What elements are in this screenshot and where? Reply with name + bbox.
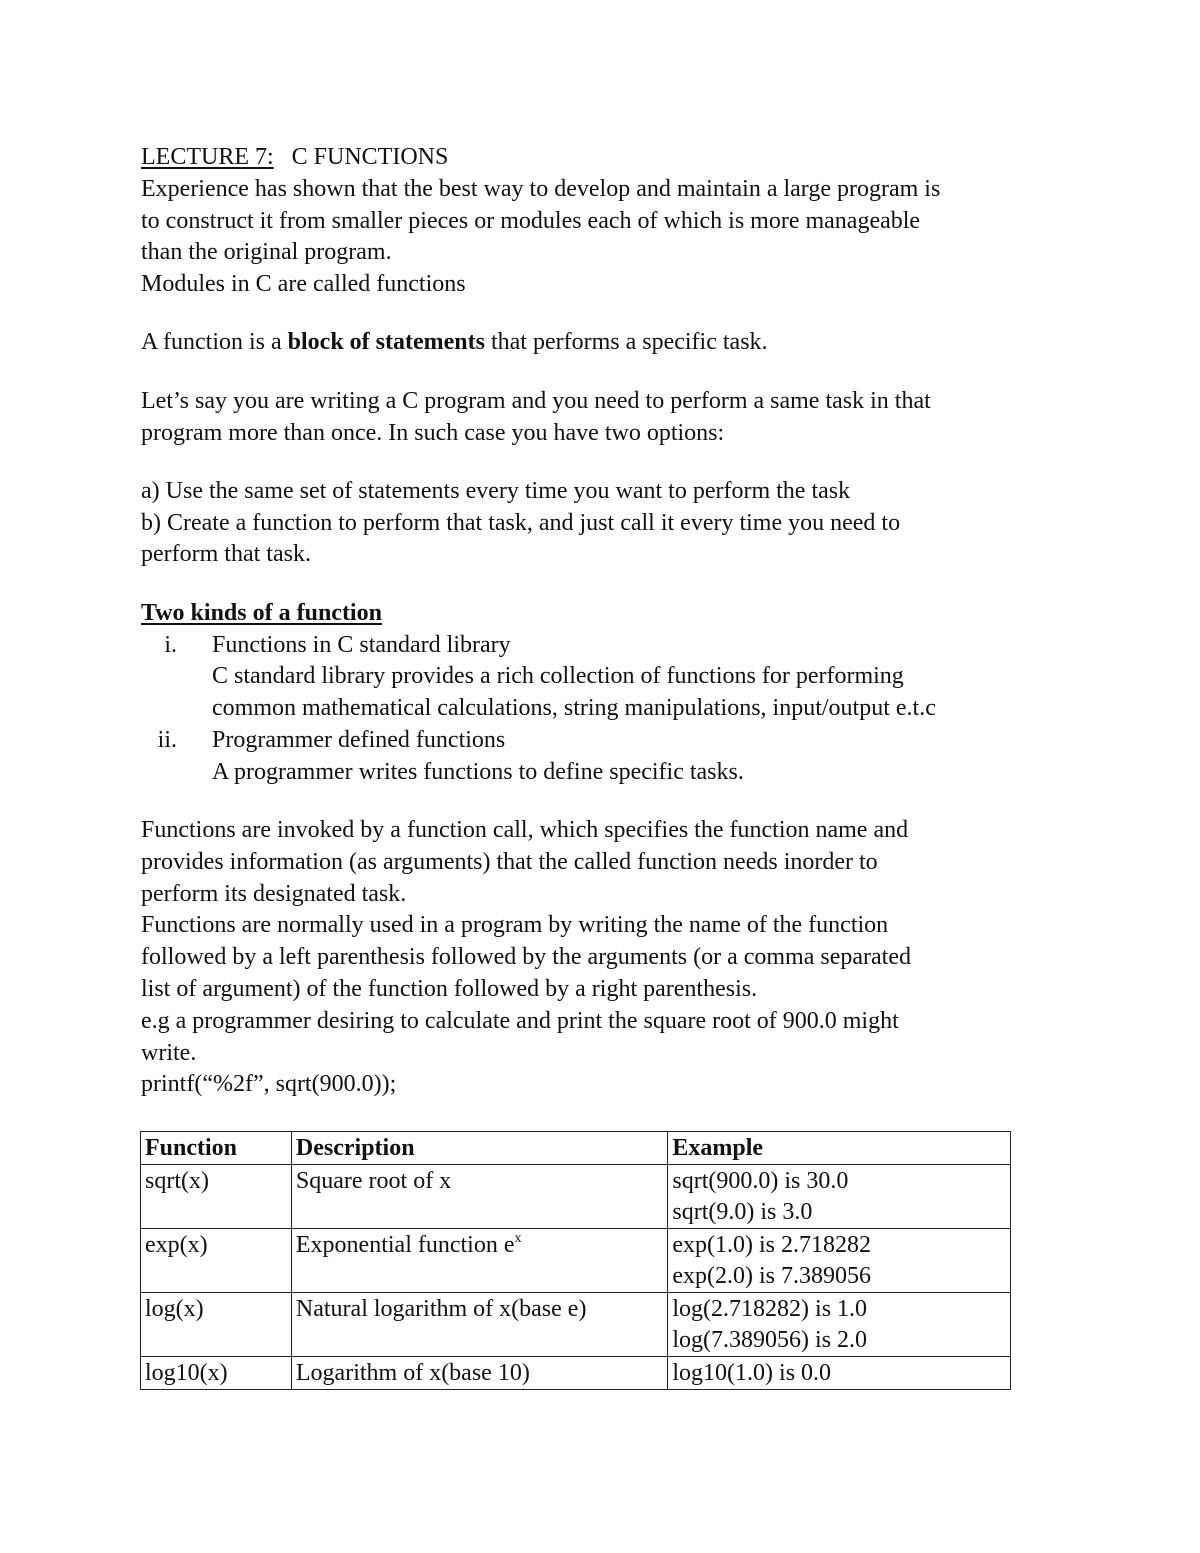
table-header-row [141, 1132, 1011, 1165]
invocation-line-8: write. [141, 1039, 197, 1066]
table-row [141, 1357, 1011, 1390]
example-line: log(7.389056) is 2.0 [672, 1327, 868, 1353]
column-header-example: Example [668, 1132, 1011, 1165]
kinds-heading-text: Two kinds of a function [141, 599, 382, 626]
table-row [141, 1293, 1011, 1357]
table-row [141, 1165, 1011, 1229]
invocation-line-5: followed by a left parenthesis followed by the arguments (or a comma separated [141, 944, 911, 971]
invocation-line-6: list of argument) of the function followed by a right parenthesis. [141, 976, 758, 1003]
code-example: printf(“%2f”, sqrt(900.0)); [141, 1071, 397, 1098]
list-item-number: i. [164, 631, 177, 658]
list-item-title: Programmer defined functions [212, 726, 506, 753]
document-page [141, 142, 1071, 1101]
table-row [141, 1229, 1011, 1293]
list-item-description: common mathematical calculations, string manipulations, input/output e.t.c [212, 695, 936, 722]
description-text: Exponential function e [295, 1232, 515, 1258]
paragraph-gap [141, 301, 1071, 328]
list-item-description: A programmer writes functions to define specific tasks. [212, 758, 744, 785]
superscript-exponent: x [514, 1231, 522, 1246]
cell-description [291, 1165, 667, 1229]
cell-description [291, 1229, 667, 1293]
intro-line-2: to construct it from smaller pieces or modules each of which is more manageable [141, 207, 921, 234]
cell-example [668, 1165, 1011, 1229]
lecture-title: C FUNCTIONS [291, 144, 449, 170]
definition-after: that performs a specific task. [484, 329, 768, 356]
example-line: sqrt(9.0) is 3.0 [672, 1199, 813, 1225]
paragraph-gap [141, 359, 1071, 386]
description-text: Natural logarithm of x(base e) [295, 1296, 587, 1322]
list-item-description: C standard library provides a rich collection of functions for performing [212, 663, 904, 690]
example-line: exp(1.0) is 2.718282 [672, 1232, 872, 1258]
definition-before: A function is a [141, 329, 288, 356]
paragraph-gap [141, 449, 1071, 476]
paragraph-gap [141, 571, 1071, 598]
lecture-number: LECTURE 7: [141, 144, 274, 170]
list-item [141, 630, 1071, 662]
definition-paragraph [141, 327, 1071, 359]
intro-line-1: Experience has shown that the best way to develop and maintain a large program is [141, 175, 941, 202]
cell-function: log10(x) [141, 1357, 292, 1390]
scenario-line-1: Let’s say you are writing a C program and you need to perform a same task in that [141, 387, 931, 414]
list-item-title: Functions in C standard library [212, 631, 511, 658]
cell-example [668, 1293, 1011, 1357]
intro-line-3: than the original program. [141, 239, 392, 266]
list-item-number: ii. [157, 726, 177, 753]
cell-description [291, 1293, 667, 1357]
list-item [141, 725, 1071, 757]
math-functions-table [140, 1131, 1011, 1390]
lecture-heading [141, 142, 1071, 174]
option-b-line-1: b) Create a function to perform that task, and just call it every time you need to [141, 509, 901, 536]
definition-bold: block of statements [287, 329, 485, 356]
cell-function: exp(x) [141, 1229, 292, 1293]
kinds-heading [141, 598, 1071, 630]
invocation-line-1: Functions are invoked by a function call, which specifies the function name and [141, 817, 909, 844]
invocation-line-7: e.g a programmer desiring to calculate and print the square root of 900.0 might [141, 1007, 899, 1034]
column-header-function: Function [141, 1132, 292, 1165]
description-text: Logarithm of x(base 10) [295, 1360, 530, 1386]
option-a: a) Use the same set of statements every time you want to perform the task [141, 477, 851, 504]
invocation-line-3: perform its designated task. [141, 880, 407, 907]
description-text: Square root of x [295, 1168, 452, 1194]
example-line: log(2.718282) is 1.0 [672, 1296, 868, 1322]
example-line: log10(1.0) is 0.0 [672, 1360, 832, 1386]
invocation-line-4: Functions are normally used in a program by writing the name of the function [141, 912, 889, 939]
option-b-line-2: perform that task. [141, 541, 311, 568]
cell-example [668, 1229, 1011, 1293]
invocation-line-2: provides information (as arguments) that the called function needs inorder to [141, 848, 878, 875]
paragraph-gap [141, 789, 1071, 816]
cell-function: sqrt(x) [141, 1165, 292, 1229]
scenario-line-2: program more than once. In such case you have two options: [141, 419, 725, 446]
cell-description [291, 1357, 667, 1390]
example-line: sqrt(900.0) is 30.0 [672, 1168, 849, 1194]
example-line: exp(2.0) is 7.389056 [672, 1263, 872, 1289]
cell-example [668, 1357, 1011, 1390]
intro-line-4: Modules in C are called functions [141, 271, 466, 298]
column-header-description: Description [291, 1132, 667, 1165]
cell-function: log(x) [141, 1293, 292, 1357]
